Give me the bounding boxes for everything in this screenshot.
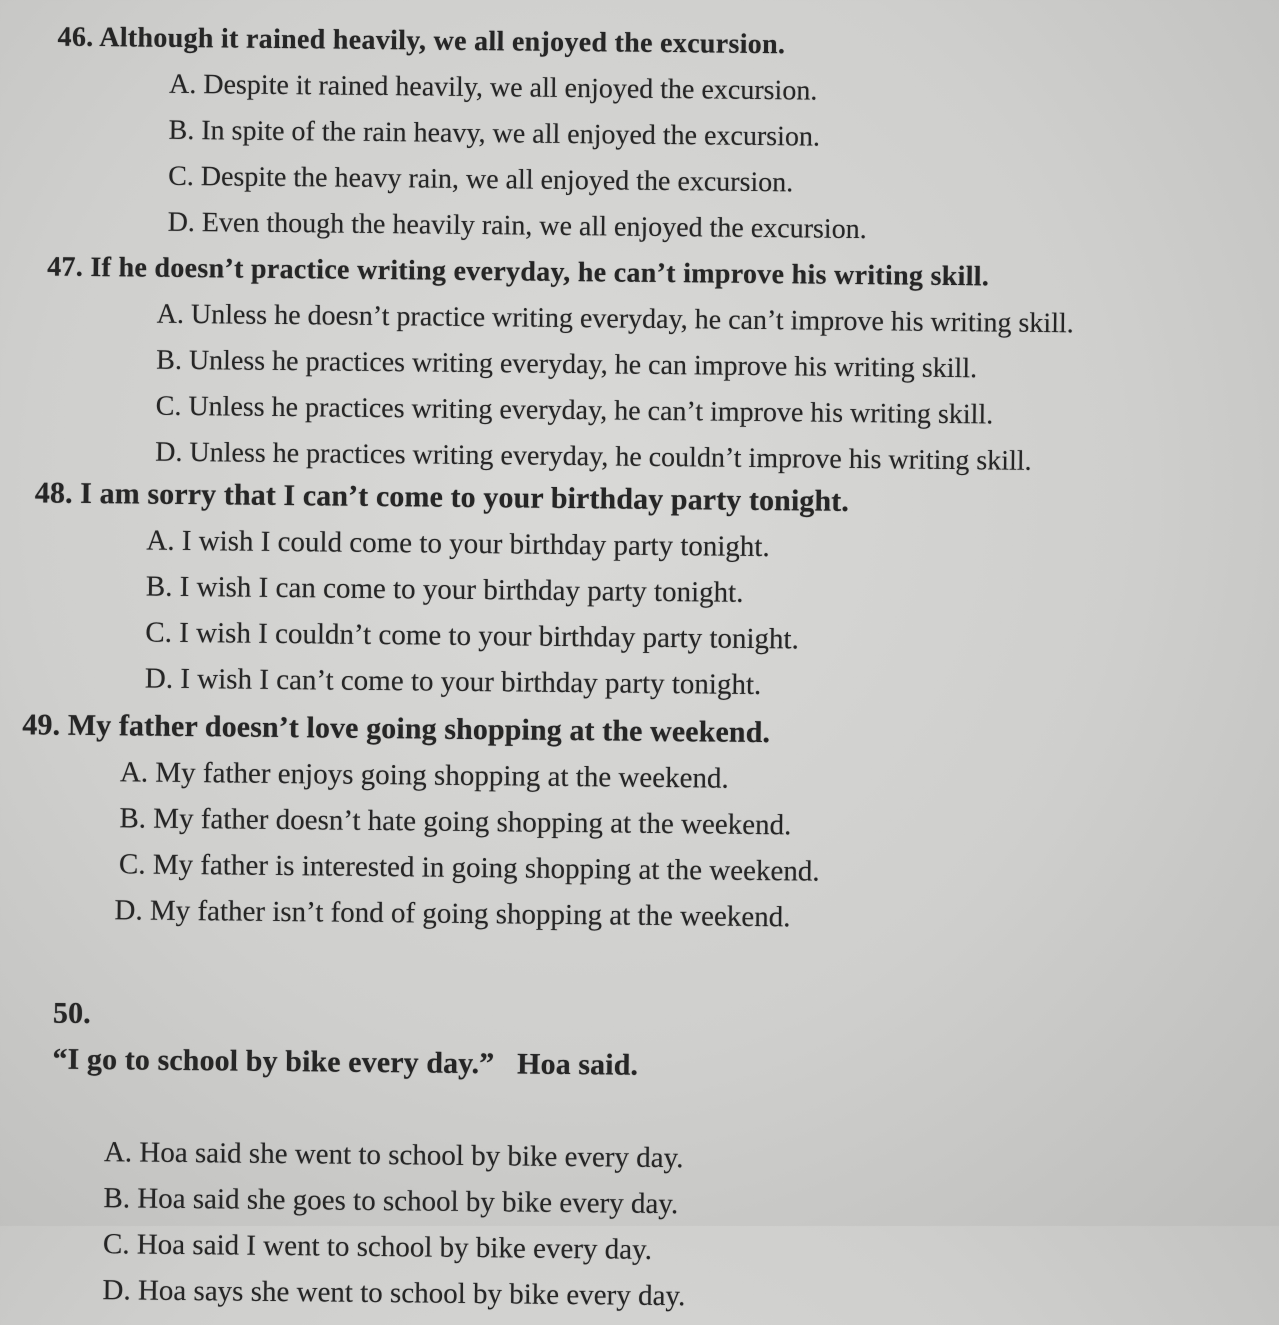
question-49 <box>0 702 1233 945</box>
question-47 <box>0 244 1237 487</box>
option-c: C. Hoa said I went to school by bike every day. <box>102 1228 653 1266</box>
option-d: D. I wish I can’t come to your birthday party tonight. <box>144 662 762 702</box>
option-c: C. Despite the heavy rain, we all enjoyed the excursion. <box>168 160 794 199</box>
option-b: B. In spite of the rain heavy, we all enjoyed the excursion. <box>168 114 821 153</box>
option-d: D. Unless he practices writing everyday, he couldn’t improve his writing skill. <box>155 436 1032 477</box>
option-a: A. I wish I could come to your birthday party tonight. <box>146 524 770 564</box>
question-number: 49. <box>22 708 61 742</box>
question-48 <box>0 470 1235 713</box>
question-stem <box>0 944 1230 1141</box>
option-d: D. Even though the heavily rain, we all enjoyed the excursion. <box>167 206 867 246</box>
question-number: 47. <box>47 251 84 283</box>
option-c: C. Unless he practices writing everyday, he can’t improve his writing skill. <box>155 390 994 431</box>
option-a: A. Hoa said she went to school by bike every day. <box>103 1136 684 1175</box>
question-text: “I go to school by bike every day.” Hoa said. <box>52 1042 639 1082</box>
option-d: D. Hoa says she went to school by bike every day. <box>102 1274 686 1313</box>
question-text: Although it rained heavily, we all enjoyed the excursion. <box>99 22 786 61</box>
option-b: B. Unless he practices writing everyday, he can improve his writing skill. <box>156 344 978 385</box>
question-text: If he doesn’t practice writing everyday, he can’t improve his writing skill. <box>90 251 990 293</box>
option-a: A. Despite it rained heavily, we all enjoyed the excursion. <box>168 68 818 107</box>
option-a: A. Unless he doesn’t practice writing everyday, he can’t improve his writing skill. <box>156 298 1074 340</box>
question-text: I am sorry that I can’t come to your birthday party tonight. <box>80 476 850 518</box>
option-a: A. My father enjoys going shopping at the weekend. <box>119 756 729 795</box>
option-b: B. I wish I can come to your birthday party tonight. <box>145 570 744 609</box>
option-b: B. My father doesn’t hate going shopping at the weekend. <box>119 802 792 842</box>
option-c: C. I wish I couldn’t come to your birthday party tonight. <box>145 616 800 656</box>
question-number: 46. <box>57 21 94 53</box>
question-50 <box>0 944 1230 1325</box>
question-number: 50. <box>52 996 91 1031</box>
question-46 <box>0 14 1240 257</box>
question-text: My father doesn’t love going shopping at the weekend. <box>67 708 771 750</box>
option-b: B. Hoa said she goes to school by bike every day. <box>103 1182 679 1221</box>
question-number: 48. <box>34 476 73 510</box>
option-d: D. My father isn’t fond of going shopping at the weekend. <box>114 894 791 934</box>
option-c: C. My father is interested in going shopping at the weekend. <box>118 848 820 888</box>
